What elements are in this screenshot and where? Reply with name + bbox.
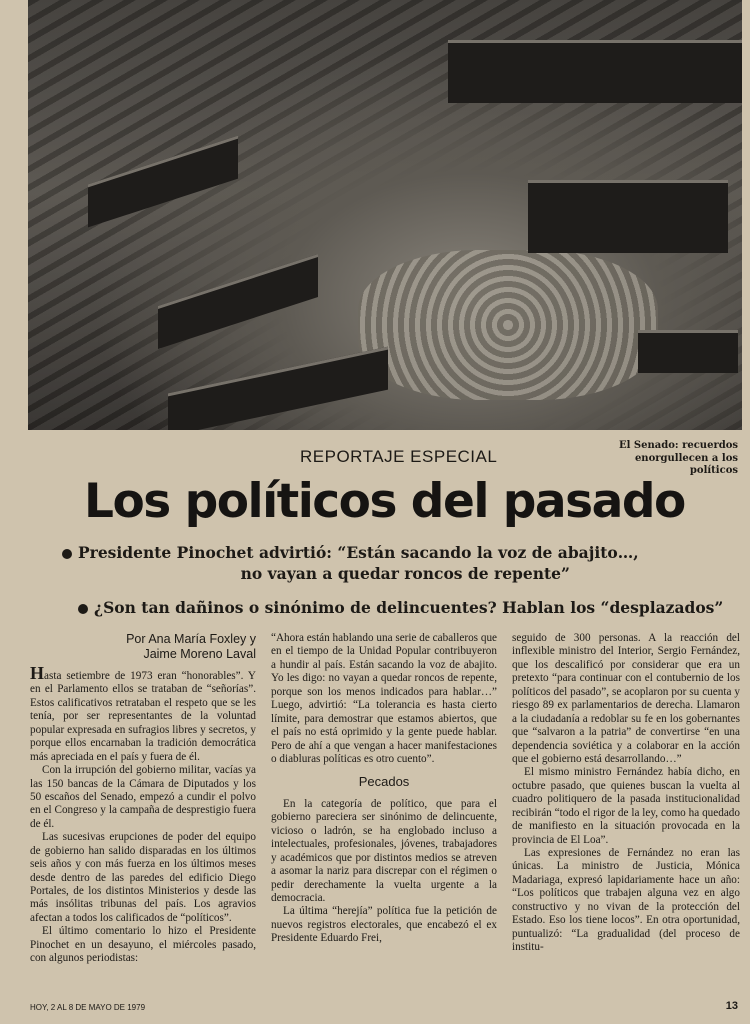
paragraph: Con la irrupción del gobierno militar, vacías ya las 150 bancas de la Cámara de Diputados y los 50 escaños del Senado, empezó a cundir el polvo en el Congreso y la campaña de desprestigio fuera de él.	[30, 764, 256, 830]
subheadline-2	[78, 598, 723, 619]
photo-caption: El Senado: recuerdos enorgullecen a los políticos	[619, 440, 738, 476]
column-1	[30, 632, 256, 966]
subheadline-1-line1: Presidente Pinochet advirtió: “Están sacando la voz de abajito…,	[78, 543, 639, 562]
column-2	[271, 632, 497, 946]
subheadline-1	[62, 543, 639, 585]
subheadline-2-line1: ¿Son tan dañinos o sinónimo de delincuentes? Hablan los “desplazados”	[94, 598, 724, 617]
byline-line1: Por Ana María Foxley y	[126, 632, 256, 646]
byline	[30, 632, 256, 662]
bullet-icon	[78, 604, 88, 614]
senate-photo	[28, 0, 742, 430]
photo-desk	[528, 180, 728, 253]
paragraph: El último comentario lo hizo el Presidente Pinochet en un desayuno, el miércoles pasado, con algunos periodistas:	[30, 925, 256, 965]
photo-desk	[158, 254, 318, 349]
section-subhead: Pecados	[358, 774, 410, 790]
paragraph: Hasta setiembre de 1973 eran “honorables”. Y en el Parlamento ellos se trataban de “señorías”. Estos calificativos retrataban el respeto que se les tenía, por ser representantes de la voluntad popular expresada en sufragios libres y secretos, y porque ellos encarnaban la tradición democrática más apreciada en el país y fuera de él.	[30, 663, 256, 763]
paragraph: El mismo ministro Fernández había dicho, en octubre pasado, que quienes buscan la vuelta al cuadro politiquero de la pasada institucionalidad recibirán “todo el rigor de la ley, como ha quedado de manifiesto en la situación provocada en la provincia de El Loa”.	[512, 766, 740, 846]
paragraph: La última “herejía” política fue la petición de nuevos registros electorales, que encabezó el ex Presidente Eduardo Frei,	[271, 905, 497, 945]
byline-line2: Jaime Moreno Laval	[143, 647, 256, 661]
paragraph: En la categoría de político, que para el gobierno pareciera ser sinónimo de delincuente, vicioso o ladrón, se ha englobado incluso a intelectuales, profesionales, jóvenes, trabajadores y académicos que por distintos medios se atreven a asomar la nariz para discrepar con el régimen o pedir derechamente la vuelta urgente a la democracia.	[271, 797, 497, 905]
photo-desk	[168, 347, 388, 430]
article-headline: Los políticos del pasado	[84, 474, 685, 529]
bullet-icon	[62, 549, 72, 559]
photo-desk	[88, 136, 238, 228]
column-3	[512, 632, 740, 955]
photo-desk	[448, 40, 742, 103]
page-number: 13	[725, 1000, 738, 1012]
drop-cap: H	[30, 663, 45, 683]
subheadline-1-line2: no vayan a quedar roncos de repente”	[240, 563, 570, 583]
paragraph: Las expresiones de Fernández no eran las únicas. La ministro de Justicia, Mónica Madariaga, expresó lapidariamente hace un año: “Los políticos que trabajen alguna vez en algo constructivo y no vivan de la protección del Estado. Eso los tiene locos”. En otra oportunidad, puntualizó: “La gradualidad (del proceso de institu-	[512, 847, 740, 954]
section-kicker: REPORTAJE ESPECIAL	[300, 447, 498, 466]
photo-desk	[638, 330, 738, 373]
paragraph: “Ahora están hablando una serie de caballeros que en el tiempo de la Unidad Popular contribuyeron a hundir al país. Están sacando la voz de abajito. Yo les digo: no vayan a quedar roncos de repente, porque son los menos indicados para hablar…” Luego, advirtió: “La tolerancia es hasta cierto límite, para demostrar que estamos abiertos, que el país no está oprimido y la gente puede hablar. Pero de ahí a que vengan a hacer manifestaciones o diabluras políticas es otro cuento”.	[271, 632, 497, 765]
paragraph: Las sucesivas erupciones de poder del equipo de gobierno han salido disparadas en los últimos seis años y con más fuerza en los últimos meses desde dentro de las paredes del edificio Diego Portales, de los distintos Ministerios y desde las más insólitas tribunas del país. Los agravios afectan a todos los calificados de “políticos”.	[30, 831, 256, 924]
photo-rug	[358, 250, 658, 400]
paragraph: seguido de 300 personas. A la reacción del inflexible ministro del Interior, Sergio Fernández, que los descalificó por considerar que era un pretexto “para continuar con el contubernio de los políticos del pasado”, se acoplaron por su cuenta y riesgo 89 ex parlamentarios de derecha. Llamaron a la ciudadanía a redoblar su fe en los gobernantes que “salvaron a la patria” de convertirse “en una dependencia soviética y a colaborar en la acción que el gobierno está desarrollando…”	[512, 632, 740, 765]
issue-footer: HOY, 2 AL 8 DE MAYO DE 1979	[30, 1003, 146, 1012]
